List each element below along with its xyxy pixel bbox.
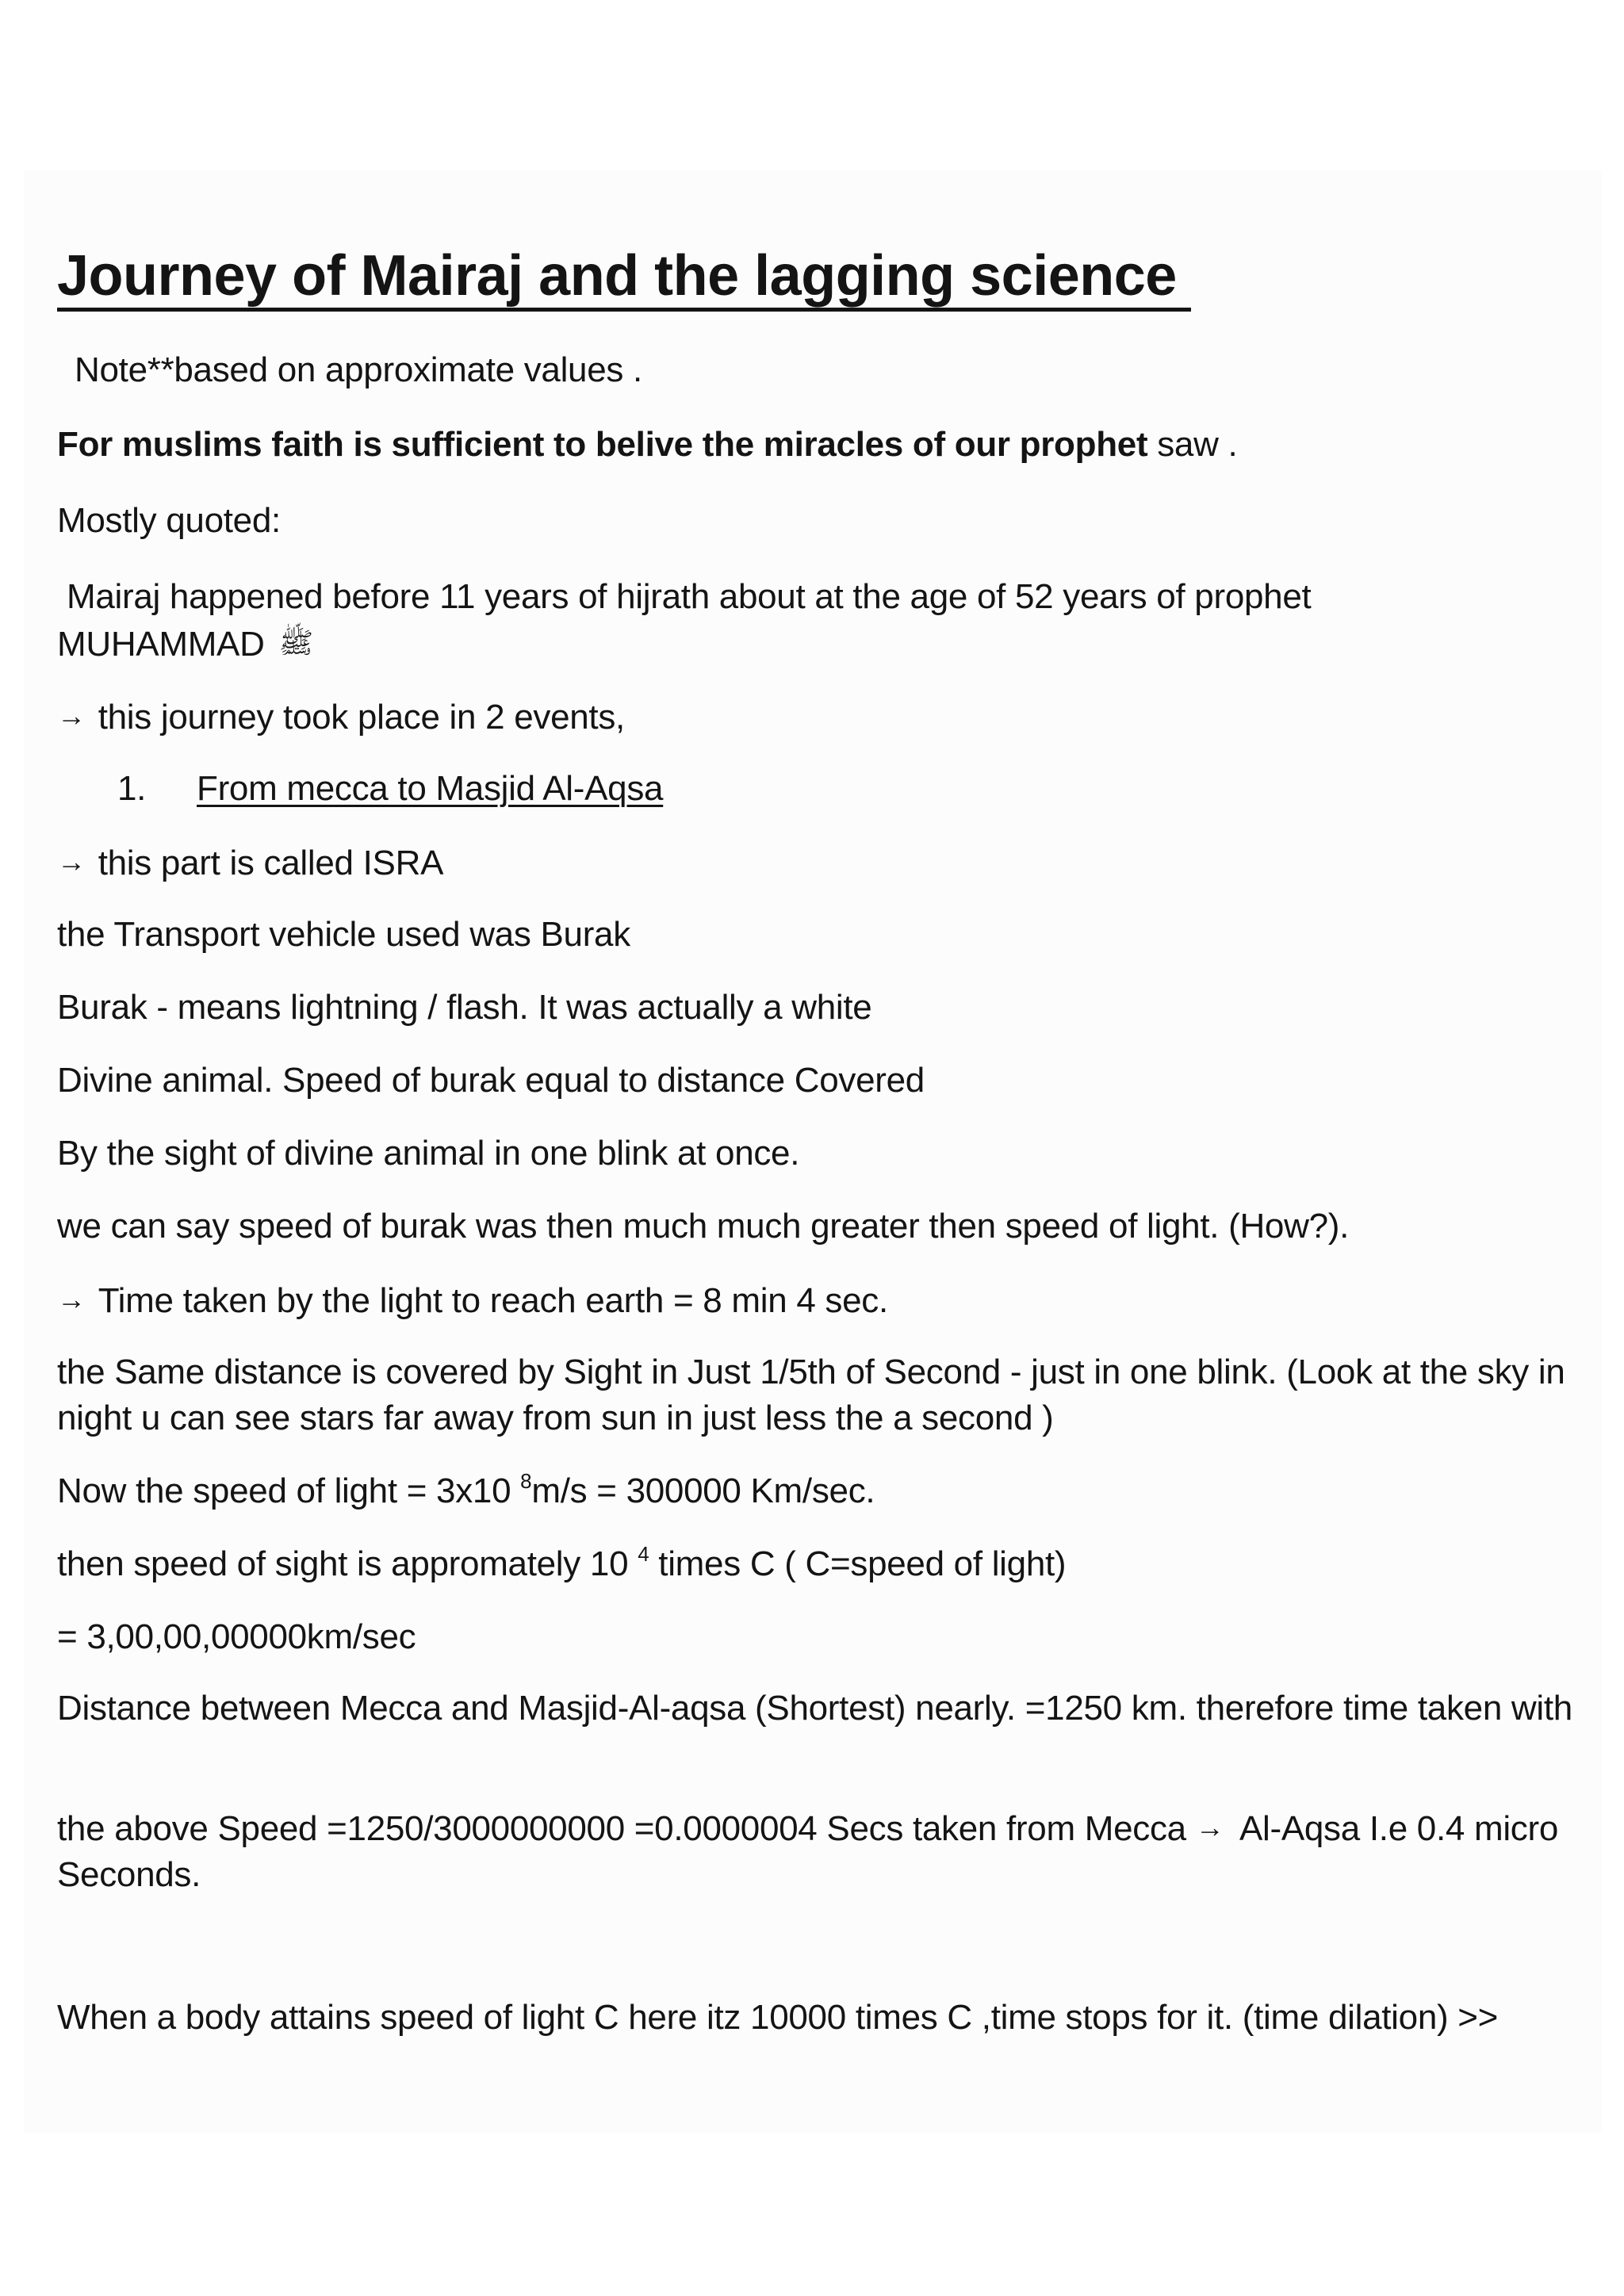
mostly-quoted-line: Mostly quoted: xyxy=(57,501,281,540)
light-time-line xyxy=(57,1276,888,1324)
distance-paragraph: Distance between Mecca and Masjid-Al-aqsa (Shortest) nearly. =1250 km. therefore time taken with xyxy=(57,1689,1572,1728)
speed-of-sight-line xyxy=(57,1541,1066,1587)
speed-of-sight-exponent: 4 xyxy=(638,1542,649,1566)
arrow-icon: → xyxy=(57,845,86,878)
list-item-1-text: From mecca to Masjid Al-Aqsa xyxy=(197,769,664,808)
above-speed-text-b: Al-Aqsa I.e 0.4 micro Seconds. xyxy=(57,1809,1559,1894)
light-time-text: Time taken by the light to reach earth = 8 min 4 sec. xyxy=(98,1281,888,1320)
arrow-icon: → xyxy=(57,699,86,732)
faith-line xyxy=(57,422,1237,468)
same-distance-paragraph: the Same distance is covered by Sight in Just 1/5th of Second - just in one blink. (Look at the sky in night u can see stars far away from sun in just less the a second ) xyxy=(57,1353,1565,1437)
list-item-1 xyxy=(117,766,663,812)
faith-tail-text: saw . xyxy=(1147,425,1238,464)
page-title: Journey of Mairaj and the lagging science xyxy=(57,244,1177,308)
isra-text: this part is called ISRA xyxy=(98,844,444,882)
mairaj-line-1: Mairaj happened before 11 years of hijrath about at the age of 52 years of prophet xyxy=(67,577,1312,616)
journey-events-text: this journey took place in 2 events, xyxy=(98,698,625,737)
journey-events-line xyxy=(57,693,625,740)
title-underline xyxy=(57,308,1191,312)
arrow-icon: → xyxy=(1195,1811,1224,1843)
note-line: Note**based on approximate values . xyxy=(75,350,642,389)
sight-line: By the sight of divine animal in one blink at once. xyxy=(57,1134,800,1173)
isra-line xyxy=(57,839,443,886)
divine-animal-line: Divine animal. Speed of burak equal to distance Covered xyxy=(57,1061,925,1100)
above-speed-text-a: the above Speed =1250/3000000000 =0.0000004 Secs taken from Mecca xyxy=(57,1809,1196,1848)
transport-line: the Transport vehicle used was Burak xyxy=(57,915,630,954)
speed-of-light-text-a: Now the speed of light = 3x10 xyxy=(57,1471,521,1510)
speed-of-light-exponent: 8 xyxy=(520,1469,532,1493)
above-speed-paragraph xyxy=(57,1804,1580,1898)
list-number: 1. xyxy=(117,769,147,808)
prophet-name: MUHAMMAD xyxy=(57,625,265,664)
speed-of-sight-text-b: times C ( C=speed of light) xyxy=(649,1544,1067,1583)
faith-bold-text: For muslims faith is sufficient to belive the miracles of our prophet xyxy=(57,425,1148,464)
mairaj-line-2 xyxy=(57,620,313,668)
speed-of-light-text-b: m/s = 300000 Km/sec. xyxy=(531,1471,875,1510)
sight-value-line: = 3,00,00,00000km/sec xyxy=(57,1617,416,1656)
speed-claim-line: we can say speed of burak was then much much greater then speed of light. (How?). xyxy=(57,1207,1350,1246)
arrow-icon: → xyxy=(57,1283,86,1315)
burak-meaning-line: Burak - means lightning / flash. It was actually a white xyxy=(57,988,872,1027)
speed-of-light-line xyxy=(57,1468,875,1514)
salawat-icon: ﷺ xyxy=(278,626,314,659)
speed-of-sight-text-a: then speed of sight is appromately 10 xyxy=(57,1544,638,1583)
time-dilation-line: When a body attains speed of light C here itz 10000 times C ,time stops for it. (time dilation) >> xyxy=(57,1998,1499,2037)
